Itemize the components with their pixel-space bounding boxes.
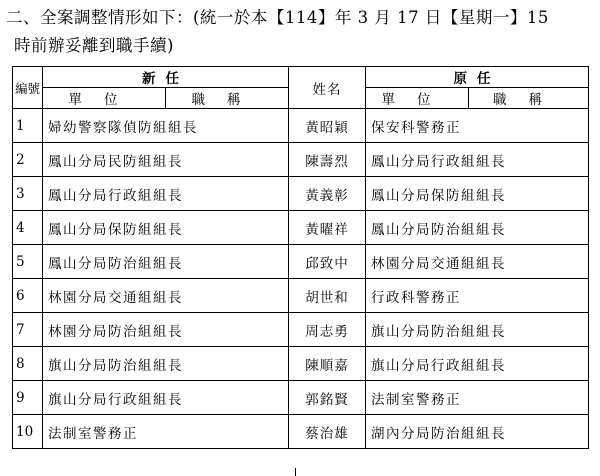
intro-line-2: 時前辦妥離到職手續) <box>14 36 174 55</box>
new-position: 林園分局防治組組長 <box>43 313 289 347</box>
row-number: 5 <box>13 245 43 279</box>
row-number: 10 <box>13 415 43 449</box>
row-number: 6 <box>13 279 43 313</box>
table-row <box>13 279 589 313</box>
table-row <box>13 381 589 415</box>
original-position: 湖內分局防治組組長 <box>366 415 589 449</box>
page-mark <box>295 468 296 476</box>
header-unit-original: 單位 <box>366 88 469 109</box>
intro-line-1: 二、全案調整情形如下：(統一於本【114】年 3 月 17 日【星期一】15 <box>6 8 549 27</box>
intro-text <box>6 4 596 60</box>
header-title: 職稱 <box>166 88 289 109</box>
person-name: 蔡治雄 <box>289 415 366 449</box>
new-position: 鳳山分局民防組組長 <box>43 143 289 177</box>
new-position: 旗山分局行政組組長 <box>43 381 289 415</box>
person-name: 黃義彰 <box>289 177 366 211</box>
original-position: 林園分局交通組組長 <box>366 245 589 279</box>
table-row <box>13 143 589 177</box>
person-name: 黃曜祥 <box>289 211 366 245</box>
original-position: 保安科警務正 <box>366 109 589 143</box>
original-position: 旗山分局防治組組長 <box>366 313 589 347</box>
new-position: 婦幼警察隊偵防組組長 <box>43 109 289 143</box>
row-number: 3 <box>13 177 43 211</box>
header-new: 新任 <box>43 67 289 88</box>
personnel-table <box>12 66 589 449</box>
header-number: 編號 <box>13 67 43 109</box>
table-row <box>13 177 589 211</box>
person-name: 胡世和 <box>289 279 366 313</box>
header-unit: 單位 <box>43 88 166 109</box>
new-position: 旗山分局防治組組長 <box>43 347 289 381</box>
original-position: 行政科警務正 <box>366 279 589 313</box>
original-position: 旗山分局行政組組長 <box>366 347 589 381</box>
new-position: 林園分局交通組組長 <box>43 279 289 313</box>
person-name: 郭銘賢 <box>289 381 366 415</box>
table-row <box>13 245 589 279</box>
table-row <box>13 313 589 347</box>
person-name: 邱致中 <box>289 245 366 279</box>
new-position: 鳳山分局保防組組長 <box>43 211 289 245</box>
header-title-original: 職稱 <box>469 88 589 109</box>
person-name: 周志勇 <box>289 313 366 347</box>
row-number: 8 <box>13 347 43 381</box>
table-row <box>13 109 589 143</box>
original-position: 鳳山分局防治組組長 <box>366 211 589 245</box>
table-row <box>13 347 589 381</box>
table-body <box>13 109 589 449</box>
row-number: 9 <box>13 381 43 415</box>
row-number: 1 <box>13 109 43 143</box>
table-row <box>13 415 589 449</box>
header-original: 原任 <box>366 67 589 88</box>
person-name: 陳壽烈 <box>289 143 366 177</box>
original-position: 鳳山分局行政組組長 <box>366 143 589 177</box>
table-row <box>13 211 589 245</box>
new-position: 鳳山分局行政組組長 <box>43 177 289 211</box>
original-position: 法制室警務正 <box>366 381 589 415</box>
new-position: 鳳山分局防治組組長 <box>43 245 289 279</box>
new-position: 法制室警務正 <box>43 415 289 449</box>
person-name: 陳順嘉 <box>289 347 366 381</box>
header-name: 姓名 <box>289 67 366 109</box>
row-number: 7 <box>13 313 43 347</box>
original-position: 鳳山分局保防組組長 <box>366 177 589 211</box>
row-number: 4 <box>13 211 43 245</box>
person-name: 黃昭穎 <box>289 109 366 143</box>
row-number: 2 <box>13 143 43 177</box>
